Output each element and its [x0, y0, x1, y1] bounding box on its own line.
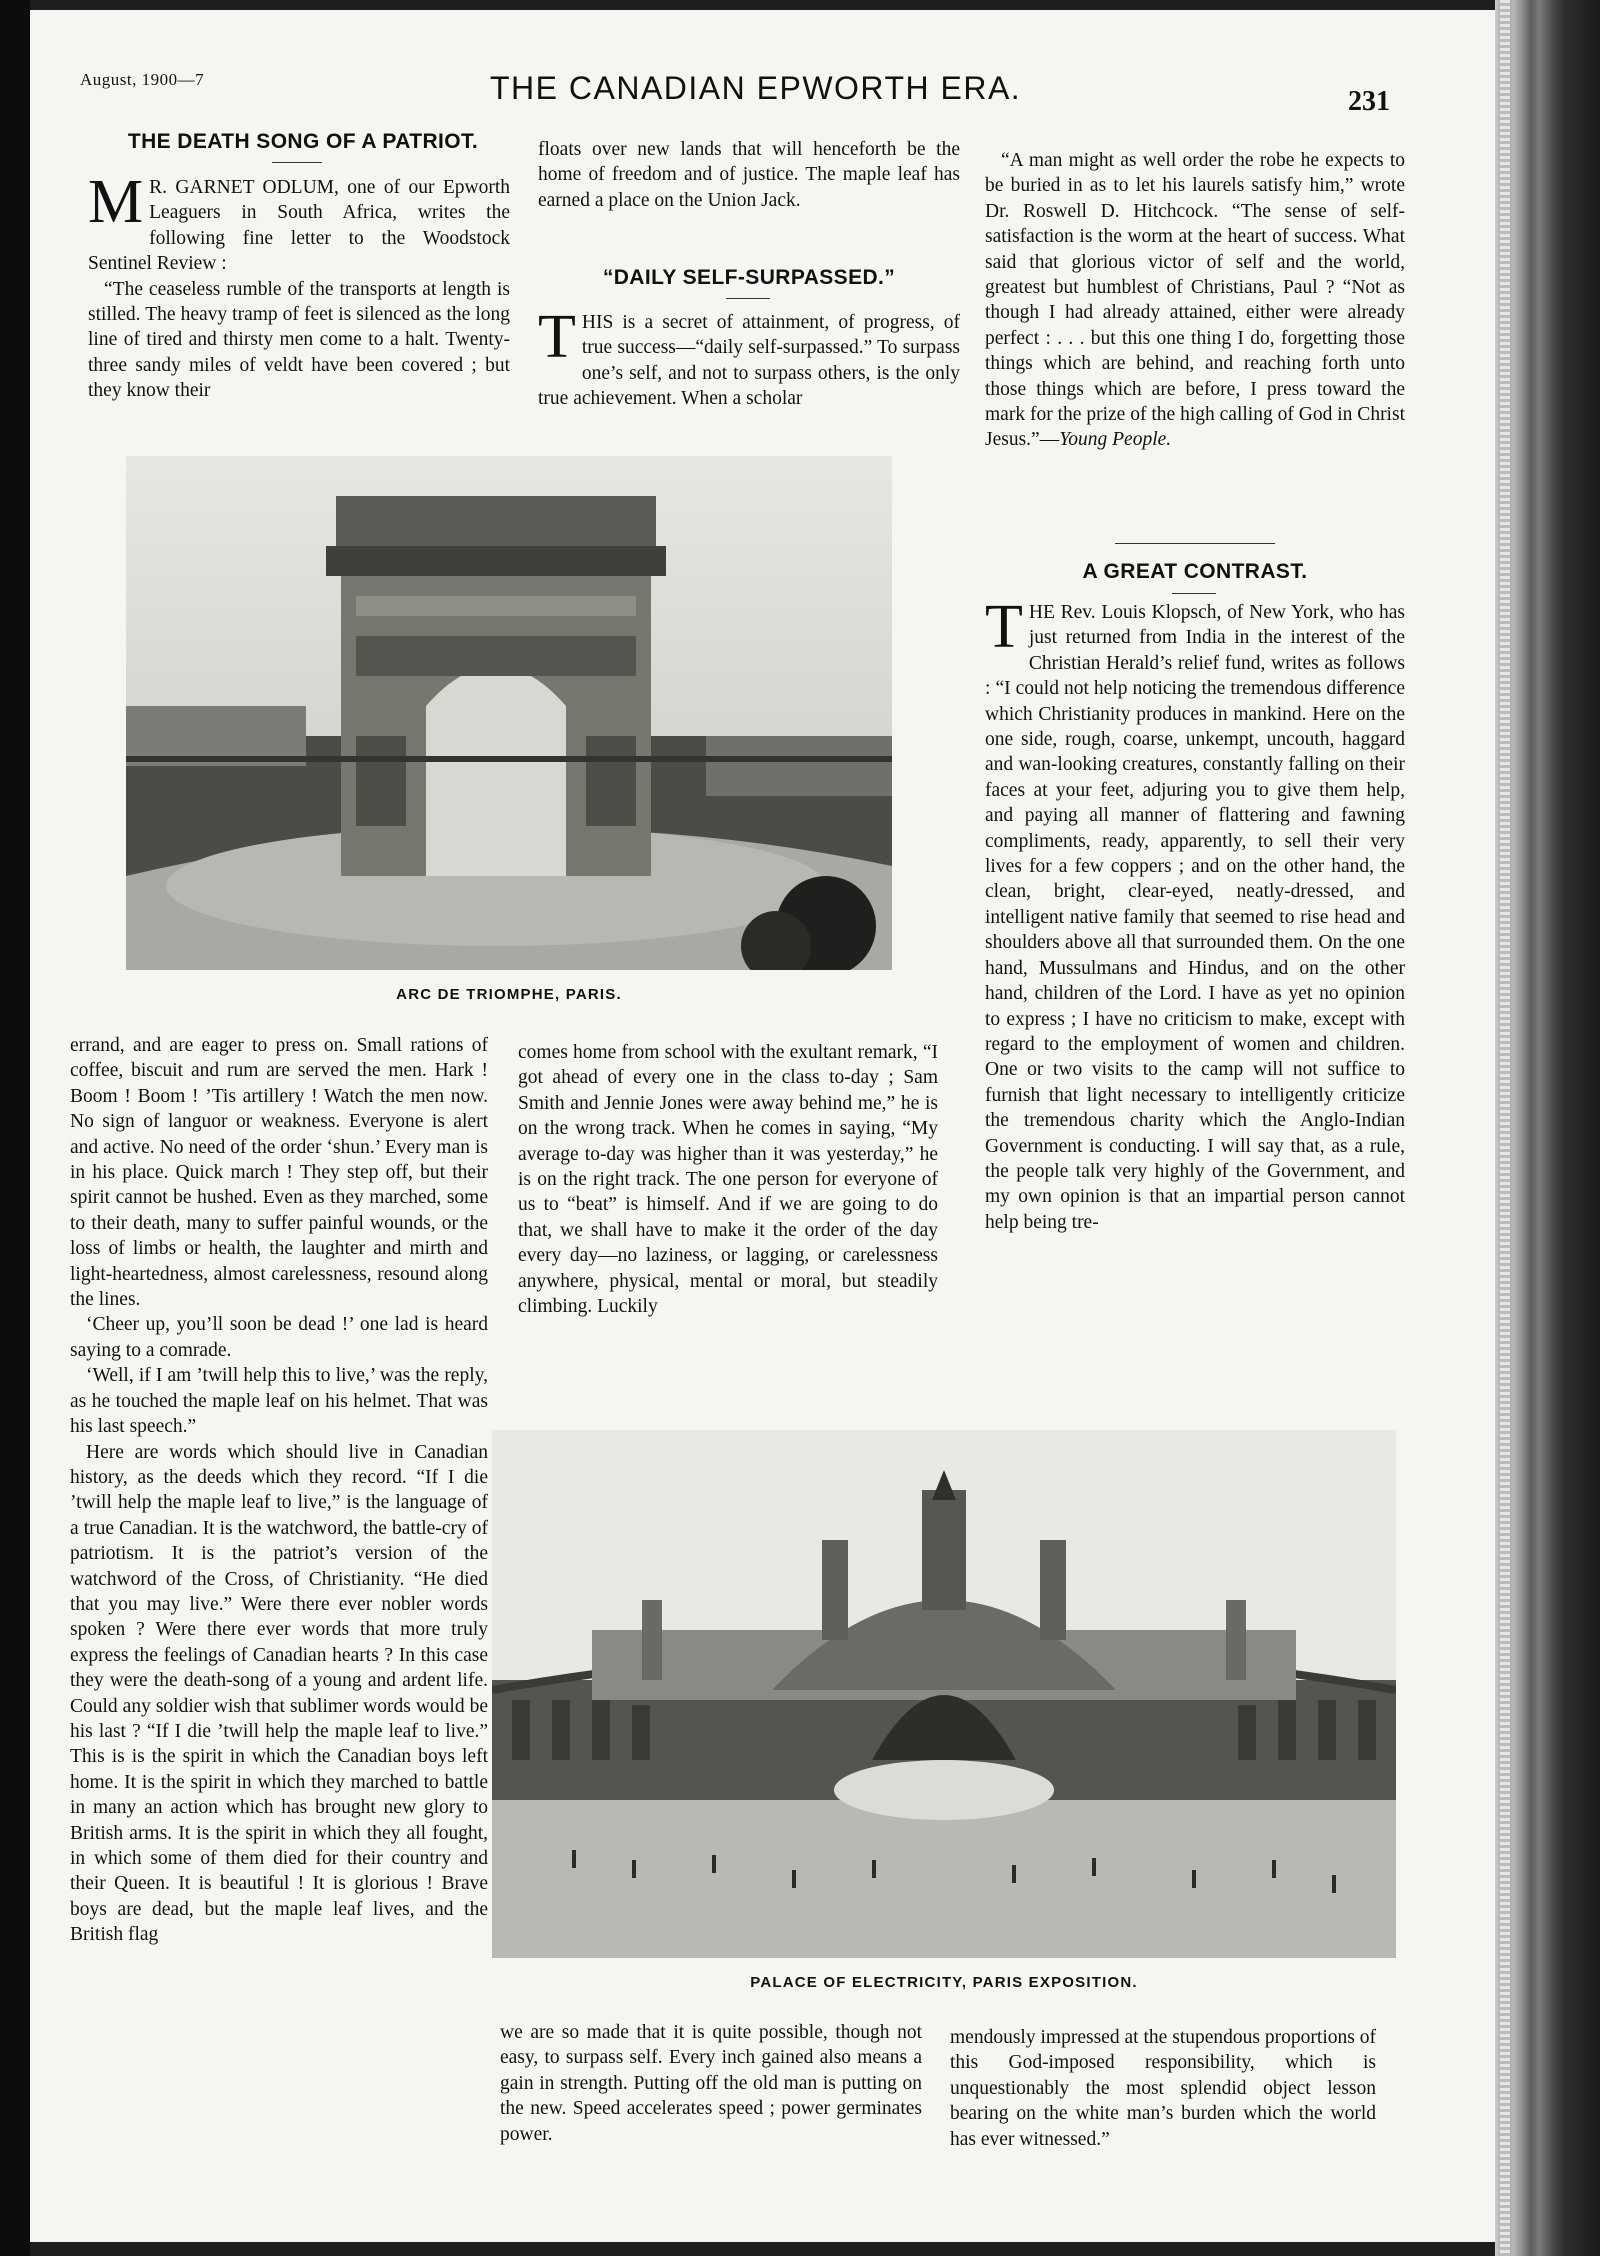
- self-surpassed-intro-column: [538, 310, 960, 438]
- arc-de-triomphe-photo: [126, 456, 892, 970]
- self-surpassed-middle-column: [518, 1040, 938, 1400]
- robe-quote-text: “A man might as well order the robe he expects to be buried in as to let his laurels satisfy him,” wrote Dr. Roswell D. Hitchcock. “The sense of self-satisfaction is the worm at the heart of success. What said that glorious victor of self and the world, greatest but humblest of Christians, Paul ? “Not as though I had already attained, either were already perfect : . . . but this one thing I do, forgetting those things which are behind, and reaching forth unto those things which are before, I press toward the mark for the prize of the high calling of God in Christ Jesus.”—: [985, 150, 1405, 451]
- self-surpassed-paragraph-1b: comes home from school with the exultant remark, “I got ahead of every one in the class to-day ; Sam Smith and Jennie Jones were away behind me,” he is on the wrong track. When he comes in saying, “My average to-day was higher than it was yesterday,” he is on the right track. The one person for everyone of us to “beat” is himself. And if we are going to do that, we shall have to make it the order of the day every day—no laziness, or lagging, or carelessness anywhere, physical, mental or moral, but steadily climbing. Luckily: [518, 1042, 938, 1318]
- death-song-intro: R. GARNET ODLUM, one of our Epworth Leaguers in South Africa, writes the following fine letter to the Woodstock Sentinel Review :: [88, 177, 510, 275]
- maple-leaf-continuation: [538, 137, 960, 241]
- heading-rule: [726, 298, 770, 299]
- page-number: 231: [1348, 86, 1390, 117]
- issue-date: August, 1900—7: [80, 70, 205, 89]
- drop-cap-m: M: [88, 175, 144, 236]
- palace-caption: PALACE OF ELECTRICITY, PARIS EXPOSITION.: [750, 1974, 1138, 1991]
- death-song-paragraph-3: ‘Well, if I am ’twill help this to live,’ was the reply, as he touched the maple leaf on his helmet. That was his last speech.”: [70, 1365, 488, 1438]
- death-song-paragraph-2: ‘Cheer up, you’ll soon be dead !’ one lad is heard saying to a comrade.: [70, 1314, 488, 1361]
- heading-daily-self-surpassed: “DAILY SELF-SURPASSED.”: [602, 266, 896, 289]
- masthead-title: THE CANADIAN EPWORTH ERA.: [490, 70, 1022, 106]
- drop-cap-t: T: [538, 310, 576, 371]
- death-song-paragraph-4: Here are words which should live in Canadian history, as the deeds which they record. “If I die ’twill help the maple leaf to live,” is the language of a true Canadian. It is the watchword, the battle-cry of patriotism. It is the patriot’s version of the watchword of the Cross, of Christianity. “He died that you may live.” Were there ever nobler words spoken ? Were there ever words that more truly express the feelings of Canadian hearts ? In this case they were the death-song of a young and ardent life. Could any soldier wish that sublimer words would be his last ? “If I die ’twill help the maple leaf to live.” This is is the spirit in which the Canadian boys left home. It is the spirit in which they marched to battle in many an action which has brought new glory to British arms. It is the spirit in which they all fought, in which some of them died for their country and their Queen. It is beautiful ! It is glorious ! Brave boys are dead, but the maple leaf lives, and the British flag: [70, 1441, 488, 1946]
- scan-left-edge: [0, 0, 30, 2256]
- robe-quote-source: Young People.: [1059, 429, 1172, 451]
- drop-cap-t: T: [985, 600, 1023, 661]
- self-surpassed-paragraph-1c: we are so made that it is quite possible, though not easy, to surpass self. Every inch gained also means a gain in strength. Putting off the old man is putting on the new. Speed accelerates speed ; power germinates power.: [500, 2022, 922, 2145]
- death-song-paragraph-1b: errand, and are eager to press on. Small rations of coffee, biscuit and rum are served the men. Hark ! Boom ! Boom ! ’Tis artillery ! Watch the men now. No sign of languor or weakness. Everyone is alert and active. No need of the order ‘shun.’ Every man is in his place. Quick march ! They step off, but their spirit cannot be hushed. Even as they marched, some to their death, many to suffer painful wounds, or the loss of limbs or health, the laughter and mirth and light-heartedness, almost carelessness, resound along the lines.: [70, 1035, 488, 1311]
- heading-rule: [1172, 593, 1216, 594]
- section-divider: [1115, 543, 1275, 544]
- great-contrast-paragraph-1a: HE Rev. Louis Klopsch, of New York, who has just returned from India in the interest of the Christian Herald’s relief fund, writes as follows : “I could not help noticing the tremendous difference which Christianity produces in mankind. Here on the one side, rough, coarse, unkempt, uncouth, haggard and wan-looking creatures, constantly falling on their faces at your feet, adjuring you to give them help, and paying all manner of flattering and fawning compliments, ready, apparently, to sell their very lives for a few coppers ; and on the other hand, the clean, bright, clear-eyed, neatly-dressed, and intelligent native family that seemed to rise head and shoulders above all that surrounded them. On the one hand, Mussulmans and Hindus, and on the other hand, children of the Lord. I have as yet no opinion to express ; I have no criticism to make, except with regard to the employment of women and children. One or two visits to the camp will not suffice to furnish that light necessary to intelligently criticize the tremendous charity which the Anglo-Indian Government is conducting. I will say that, as a rule, the people talk very highly of the Government, and my own opinion is that an impartial person cannot help being tre-: [985, 602, 1405, 1233]
- book-spine: [1495, 0, 1600, 2256]
- great-contrast-column: [985, 600, 1405, 1410]
- robe-quote: [985, 148, 1405, 453]
- death-song-intro-column: [88, 175, 510, 433]
- palace-of-electricity-photo: [492, 1430, 1396, 1958]
- heading-great-contrast: A GREAT CONTRAST.: [1082, 560, 1308, 583]
- death-song-main-column: [70, 1033, 488, 2178]
- robe-quote-column: [985, 148, 1405, 530]
- heading-rule: [272, 162, 322, 163]
- great-contrast-bottom-column: [950, 2025, 1376, 2185]
- self-surpassed-paragraph-1a: HIS is a secret of attainment, of progress, of true success—“daily self-surpassed.” To surpass one’s self, and not to surpass others, is the only true achievement. When a scholar: [538, 312, 960, 410]
- arc-caption: ARC DE TRIOMPHE, PARIS.: [396, 986, 622, 1003]
- great-contrast-paragraph-1b: mendously impressed at the stupendous proportions of this God-imposed responsibility, which is unquestionably the most splendid object lesson bearing on the white man’s burden which the world has ever witnessed.”: [950, 2027, 1376, 2150]
- self-surpassed-bottom-column: [500, 2020, 922, 2180]
- death-song-continuation: floats over new lands that will henceforth be the home of freedom and of justice. The maple leaf has earned a place on the Union Jack.: [538, 139, 960, 211]
- heading-death-song: THE DEATH SONG OF A PATRIOT.: [127, 130, 479, 153]
- death-song-paragraph-1a: “The ceaseless rumble of the transports at length is stilled. The heavy tramp of feet is silenced as the long line of tired and thirsty men come to a halt. Twenty-three sandy miles of veldt have been covered ; but they know their: [88, 278, 510, 402]
- page-edges: [1500, 0, 1510, 2256]
